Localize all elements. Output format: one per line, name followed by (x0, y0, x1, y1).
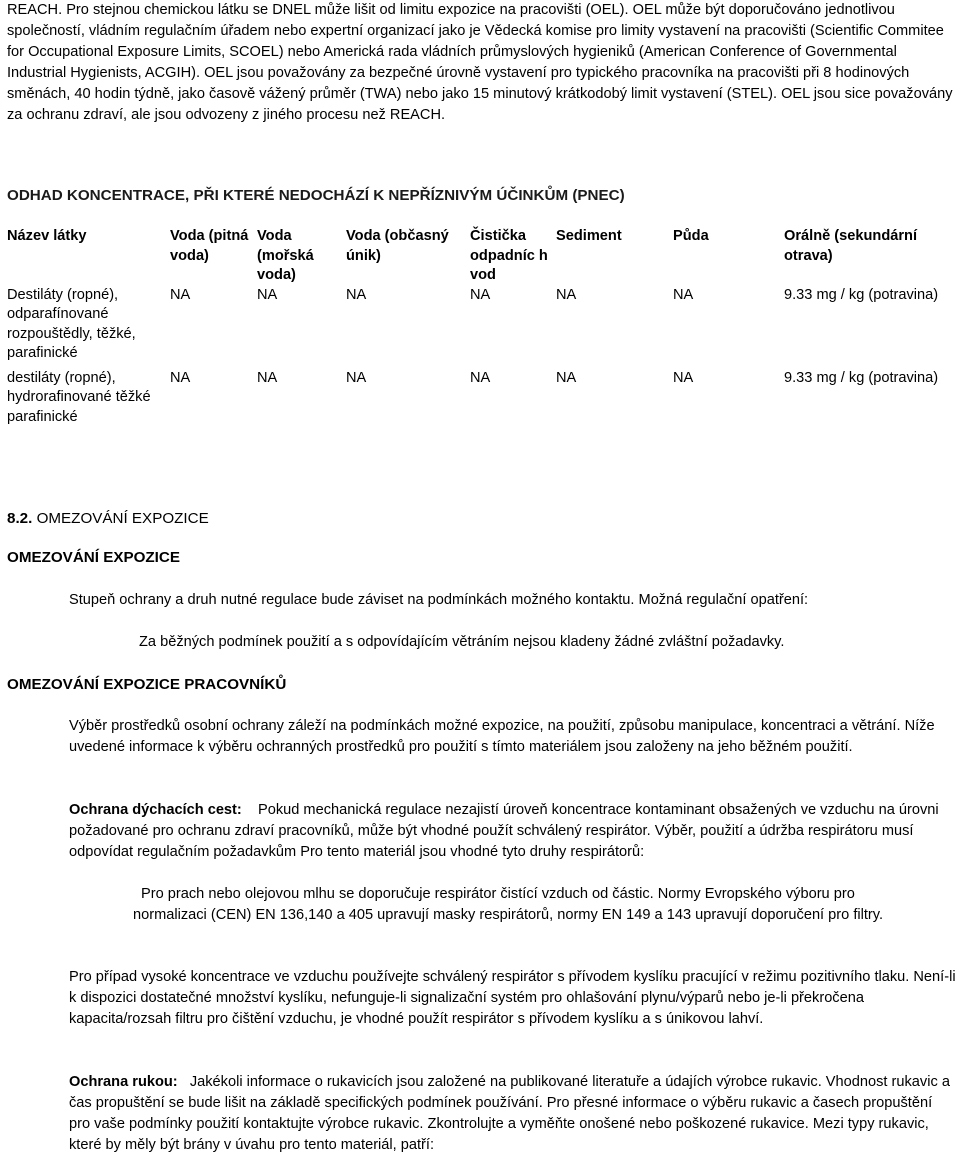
hands-paragraph (69, 1072, 957, 1156)
pnec-value: NA (170, 286, 191, 303)
exposure-heading: OMEZOVÁNÍ EXPOZICE (7, 549, 180, 566)
hands-label: Ochrana rukou: (69, 1074, 178, 1090)
section-8-2-heading (7, 508, 209, 529)
high-concentration-paragraph: Pro případ vysoké koncentrace ve vzduchu používejte schválený respirátor s přívodem kyslíku pracující v režimu pozitivního tlaku. Není-li k dispozici dostatečné množství kyslíku, nefunguje-li signalizační systém pro ohlašování plynu/výparů nebo je-li překročena kapacita/rozsah filtru pro čištění vzduchu, je vhodné použít respirátor s přívodem kyslíku a s únikovou lahví. (69, 969, 956, 1027)
pnec-col-header: Voda (pitná voda) (170, 228, 249, 264)
pnec-value: NA (673, 286, 694, 303)
pnec-value: NA (556, 286, 577, 303)
pnec-heading: ODHAD KONCENTRACE, PŘI KTERÉ NEDOCHÁZÍ K NEPŘÍZNIVÝM ÚČINKŮM (PNEC) (7, 187, 625, 204)
pnec-col-header: Sediment (556, 228, 622, 244)
pnec-col-header: Čistička odpadníc h vod (470, 228, 548, 283)
substance-name: Destiláty (ropné), odparafínované rozpouštědly, těžké, parafinické (7, 286, 136, 361)
pnec-header-row (7, 227, 957, 286)
respiratory-text: Pokud mechanická regulace nezajistí úroveň koncentrace kontaminant obsažených ve vzduchu na úrovni požadované pro ochranu zdraví pracovníků, může být vhodné použít schválený respirátor. Výběr, použití a údržba respirátoru musí odpovídat regulačním požadavkům Pro tento materiál jsou vhodné tyto druhy respirátorů: (69, 802, 939, 860)
normal-use-paragraph: Za běžných podmínek použití a s odpovídajícím větráním nejsou kladeny žádné zvláštní požadavky. (139, 634, 785, 650)
hands-text: Jakékoli informace o rukavicích jsou založené na publikované literatuře a údajích výrobce rukavic. Vhodnost rukavic a čas propuštění se bude lišit na základě specifických podmínek používání. Pro přesné informace o výběru rukavic a časech propuštění pro vaše podmínky použití kontaktujte výrobce rukavic. Zkontrolujte a vyměňte onošené nebo poškozené rukavice. Mezi typy rukavic, které by měly být brány v úvahu pro tento materiál, patří: (69, 1074, 950, 1153)
pnec-value: NA (673, 369, 694, 386)
section-number: 8.2. (7, 510, 33, 527)
pnec-value: 9.33 mg / kg (potravina) (784, 286, 939, 303)
respiratory-paragraph (69, 800, 957, 863)
pnec-value: NA (346, 369, 367, 386)
pnec-value: NA (470, 286, 491, 303)
ppe-selection-paragraph: Výběr prostředků osobní ochrany záleží na podmínkách možné expozice, na použití, způsobu manipulace, koncentraci a větrání. Níže uvedené informace k výběru ochranných prostředků pro použití s tímto materiálem jsou založeny na jeho běžném použití. (69, 718, 935, 755)
dust-paragraph (133, 884, 923, 926)
pnec-col-header: Orálně (sekundární otrava) (784, 228, 918, 264)
respiratory-label: Ochrana dýchacích cest: (69, 802, 242, 818)
pnec-value: 9.33 mg / kg (potravina) (784, 369, 939, 386)
degree-paragraph: Stupeň ochrany a druh nutné regulace bude záviset na podmínkách možného kontaktu. Možná regulační opatření: (69, 592, 809, 608)
pnec-table (7, 227, 957, 432)
pnec-col-header: Název látky (7, 228, 87, 244)
pnec-col-header: Půda (673, 228, 709, 244)
pnec-value: NA (346, 286, 367, 303)
pnec-value: NA (257, 286, 278, 303)
section-title: OMEZOVÁNÍ EXPOZICE (36, 510, 209, 527)
pnec-value: NA (257, 369, 278, 386)
intro-paragraph: REACH. Pro stejnou chemickou látku se DNEL může lišit od limitu expozice na pracovišti (OEL). OEL může být doporučováno jednotlivou společností, vládním regulačním úřadem nebo expertní organizací jako je Vědecká komise pro limity vystavení na pracovišti (Scientific Commitee for Occupational Exposure Limits, SCOEL) nebo Americká rada vládních průmyslových hygieniků (American Conference of Governmental Industrial Hygienists, ACGIH). OEL jsou považovány za bezpečné úrovně vystavení pro typického pracovníka na pracovišti při 8 hodinových směnách, 40 hodin týdně, jako časově vážený průměr (TWA) nebo jako 15 minutový krátkodobý limit vystavení (STEL). OEL jsou sice považovány za ochranu zdraví, ale jsou odvozeny z jiného procesu než REACH. (7, 2, 953, 123)
pnec-col-header: Voda (mořská voda) (257, 228, 314, 283)
pnec-value: NA (556, 369, 577, 386)
dust-text: Pro prach nebo olejovou mlhu se doporučuje respirátor čistící vzduch od částic. Normy Evropského výboru pro normalizaci (CEN) EN 136,140 a 405 upravují masky respirátorů, normy EN 149 a 143 upravují doporučení pro filtry. (133, 886, 884, 923)
pnec-col-header: Voda (občasný únik) (346, 228, 449, 264)
table-row (7, 286, 957, 369)
table-row (7, 369, 957, 433)
pnec-value: NA (470, 369, 491, 386)
workers-heading: OMEZOVÁNÍ EXPOZICE PRACOVNÍKŮ (7, 676, 287, 693)
pnec-value: NA (170, 369, 191, 386)
substance-name: destiláty (ropné), hydrorafinované těžké parafinické (7, 369, 151, 425)
